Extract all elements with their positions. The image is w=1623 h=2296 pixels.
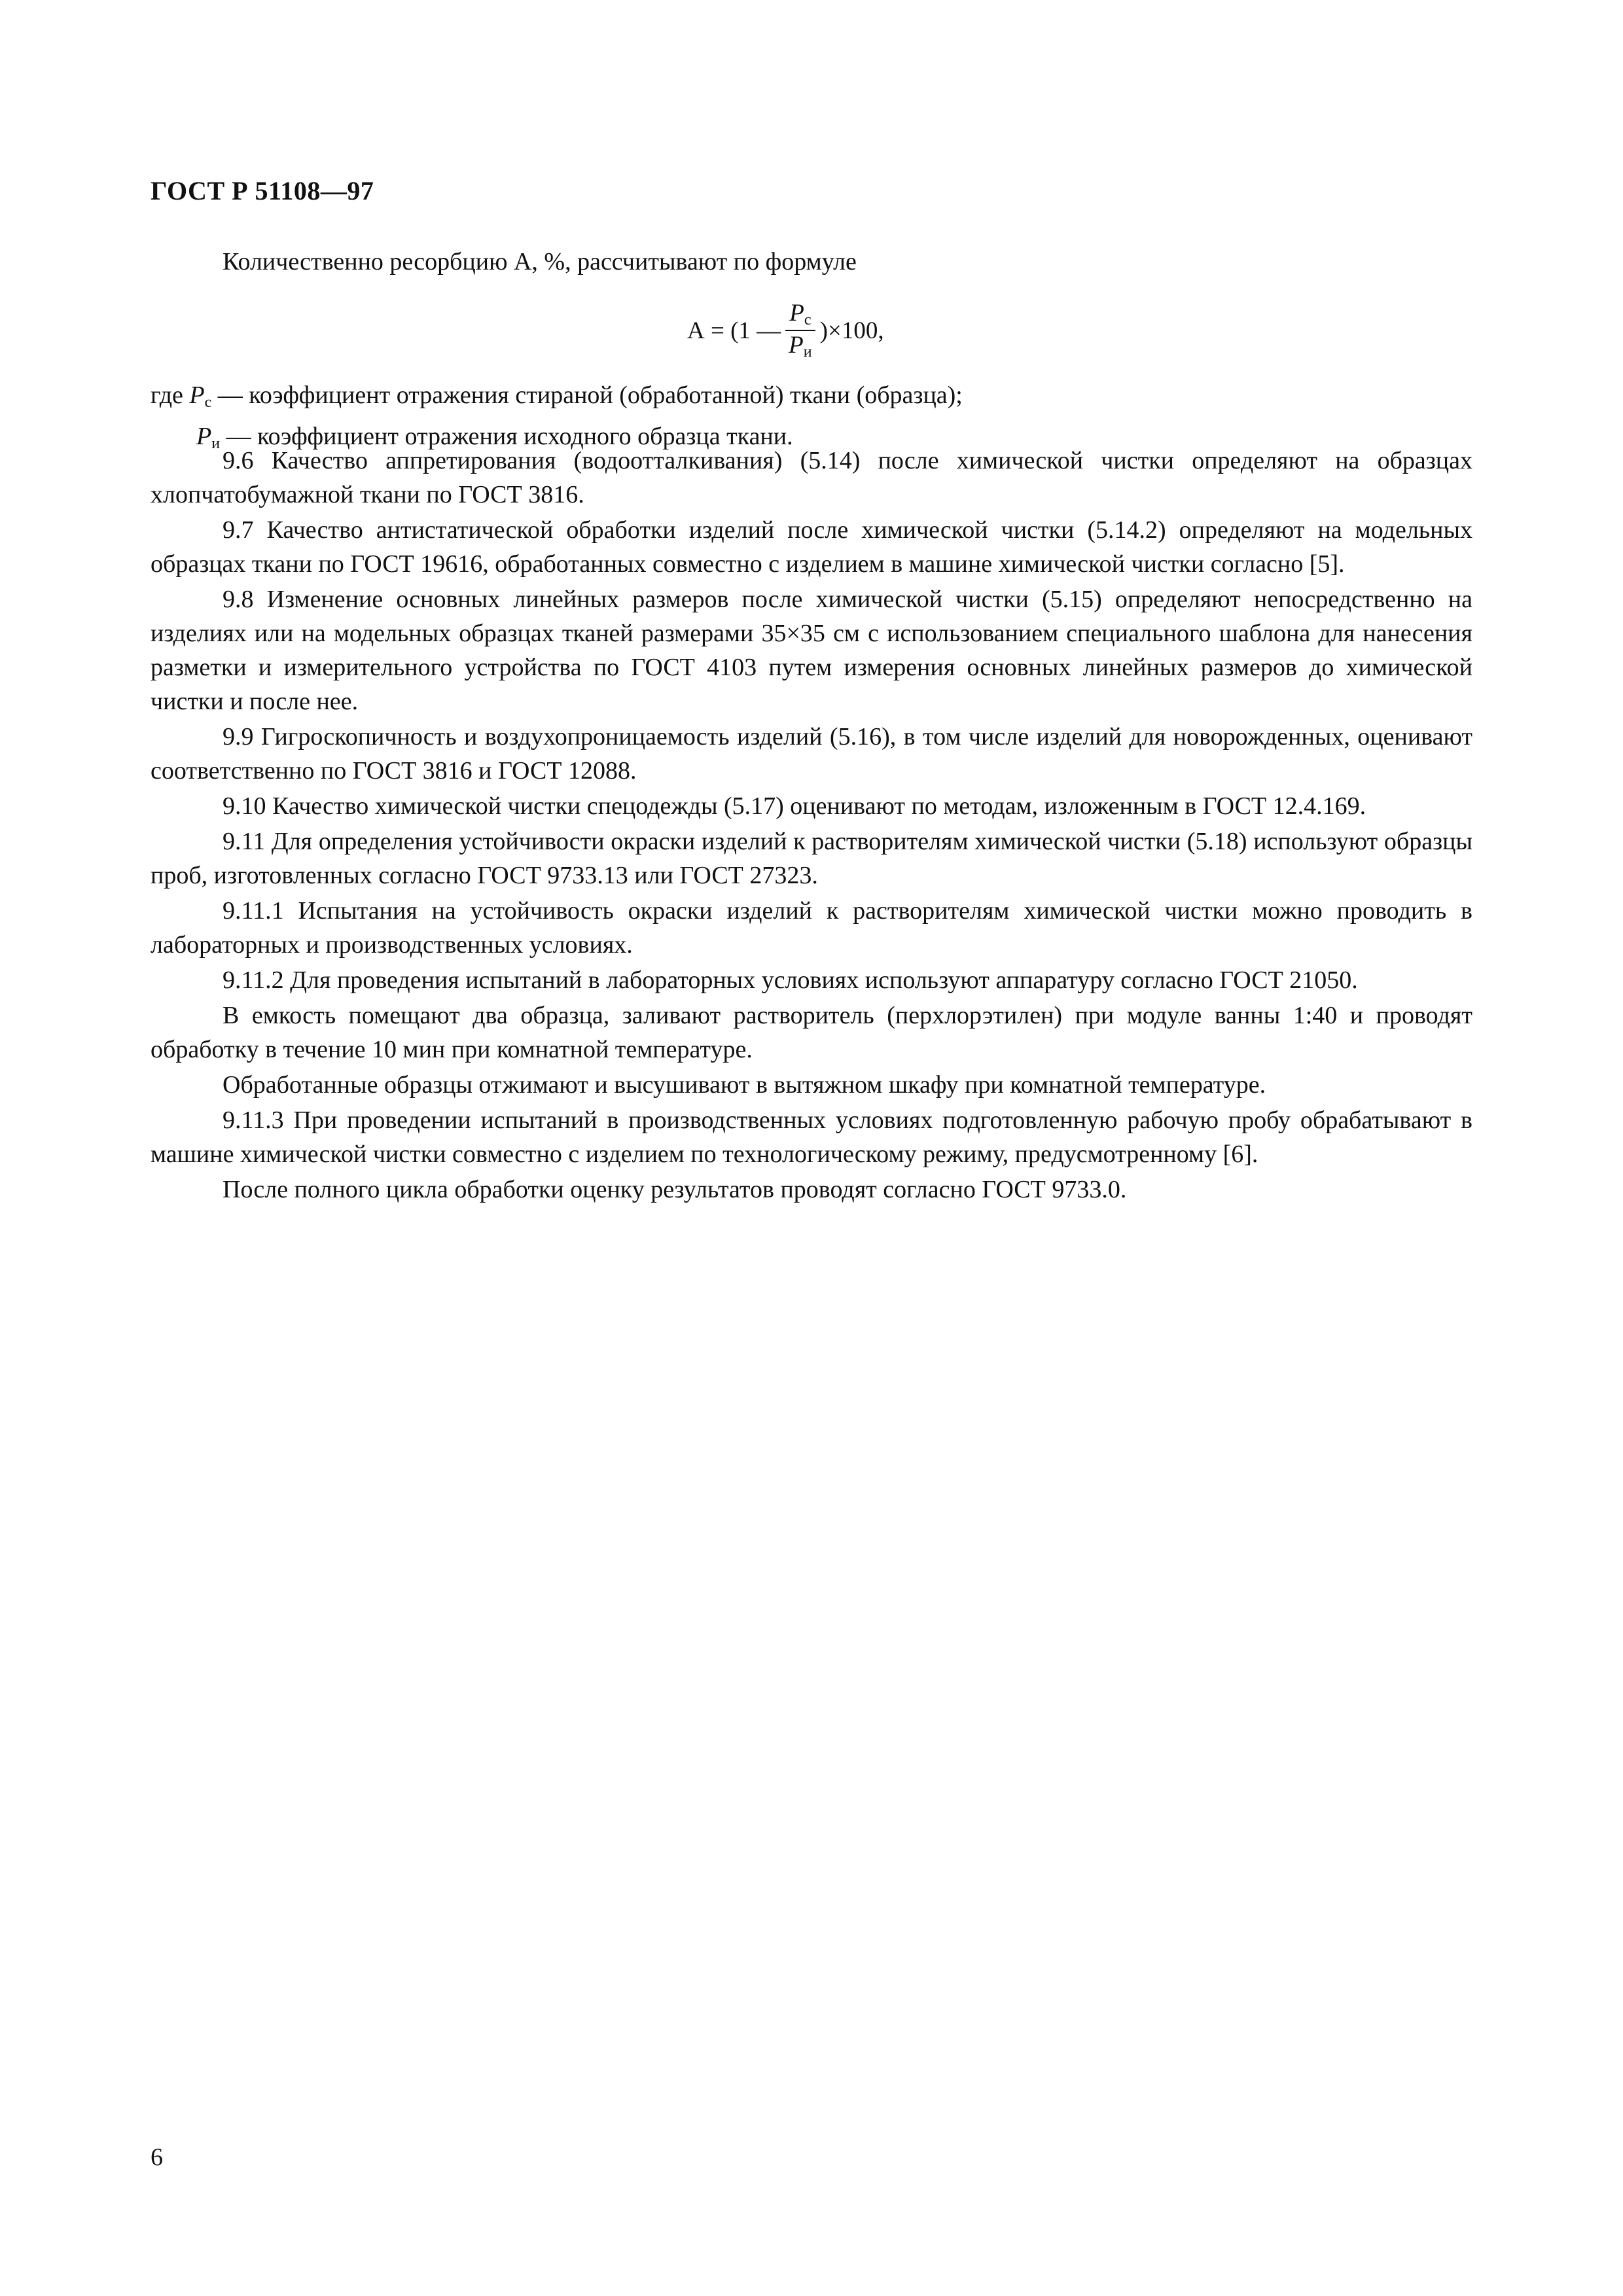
formula-left: А = (1 —	[687, 317, 781, 344]
formula-numerator: $Р_с$	[785, 300, 815, 331]
paragraph: 9.11.3 При проведении испытаний в производственных условиях подготовленную рабочую пробу обрабатывают в машине химической чистки совместно с изделием по технологическому режиму, предусмотренному [6].	[151, 1106, 1472, 1168]
paragraph: 9.8 Изменение основных линейных размеров после химической чистки (5.15) определяют непосредственно на изделиях или на модельных образцах тканей размерами 35×35 см с использованием специального шаблона для нанесения разметки и измерительного устройства по ГОСТ 4103 путем измерения основных линейных размеров до химической чистки и после нее.	[151, 586, 1472, 715]
formula-fraction	[785, 300, 815, 361]
document-header: ГОСТ Р 51108—97	[151, 176, 374, 205]
definition-row	[151, 378, 963, 419]
paragraph: Обработанные образцы отжимают и высушивают в вытяжном шкафу при комнатной температуре.	[223, 1071, 1266, 1099]
paragraph: 9.11.2 Для проведения испытаний в лабораторных условиях используют аппаратуру согласно ГОСТ 21050.	[223, 966, 1358, 994]
definition-prefix: где	[151, 381, 183, 409]
document-body	[151, 444, 1472, 1208]
paragraph: В емкость помещают два образца, заливают растворитель (перхлорэтилен) при модуле ванны 1:40 и проводят обработку в течение 10 мин при комнатной температуре.	[151, 1002, 1472, 1063]
formula-right: )×100,	[819, 317, 884, 344]
paragraph: 9.6 Качество аппретирования (водоотталкивания) (5.14) после химической чистки определяют на образцах хлопчатобумажной ткани по ГОСТ 3816.	[151, 447, 1472, 508]
definition-text: — коэффициент отражения стираной (обработанной) ткани (образца);	[217, 381, 963, 409]
paragraph: 9.9 Гигроскопичность и воздухопроницаемость изделий (5.16), в том числе изделий для новорожденных, оценивают соответственно по ГОСТ 3816 и ГОСТ 12088.	[151, 723, 1472, 785]
definition-text: — коэффициент отражения исходного образца ткани.	[226, 423, 793, 450]
paragraph: После полного цикла обработки оценку результатов проводят согласно ГОСТ 9733.0.	[223, 1176, 1127, 1203]
formula-intro: Количественно ресорбцию А, %, рассчитывают по формуле	[223, 248, 857, 275]
definition-symbol: $Р_с$	[189, 381, 212, 411]
definition-symbol: $Р_и$	[196, 423, 221, 452]
paragraph: 9.10 Качество химической чистки спецодежды (5.17) оценивают по методам, изложенным в ГОСТ 12.4.169.	[223, 792, 1366, 820]
paragraph: 9.7 Качество антистатической обработки изделий после химической чистки (5.14.2) определяют на модельных образцах ткани по ГОСТ 19616, обработанных совместно с изделием в машине химической чистки согласно [5].	[151, 516, 1472, 578]
paragraph: 9.11.1 Испытания на устойчивость окраски изделий к растворителям химической чистки можно проводить в лабораторных и производственных условиях.	[151, 897, 1472, 959]
formula-denominator: $Р_и$	[789, 332, 812, 361]
resorption-formula	[687, 288, 884, 373]
paragraph: 9.11 Для определения устойчивости окраски изделий к растворителям химической чистки (5.18) используют образцы проб, изготовленных согласно ГОСТ 9733.13 или ГОСТ 27323.	[151, 828, 1472, 889]
page-number: 6	[151, 2144, 163, 2171]
